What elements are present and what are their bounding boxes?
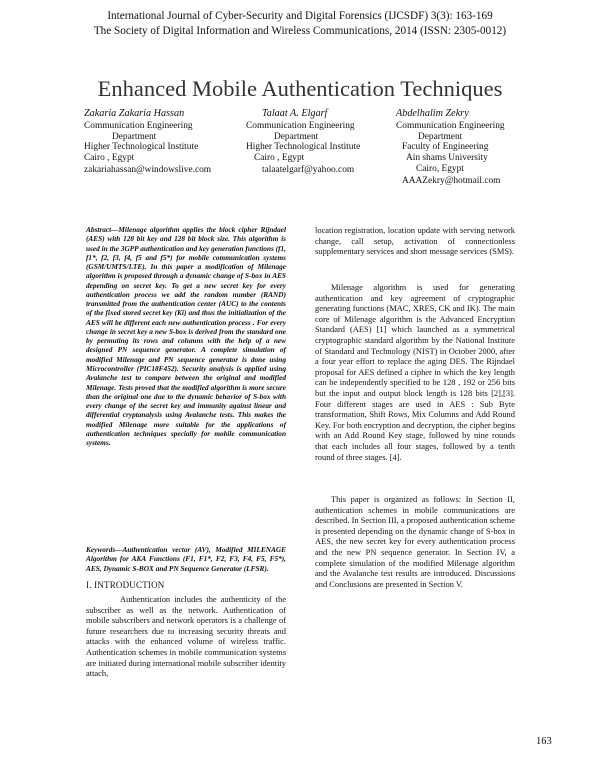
author-email: AAAZekry@hotmail.com: [402, 175, 501, 186]
author-institute: Higher Technological Institute: [246, 142, 361, 153]
author-city: Ain shams University: [406, 153, 488, 164]
journal-header-line1: International Journal of Cyber-Security and Digital Forensics (IJCSDF) 3(3): 163-169: [107, 10, 493, 22]
author-block-2: [246, 109, 416, 176]
author-name: Talaat A. Elgarf: [262, 108, 328, 119]
author-block-1: [84, 109, 254, 176]
author-dept-cont: Department: [418, 131, 463, 142]
author-dept: Communication Engineering: [396, 120, 505, 131]
author-name: Abdelhalim Zekry: [396, 108, 469, 119]
author-city: Cairo , Egypt: [254, 153, 305, 164]
author-dept-cont: Department: [112, 131, 157, 142]
author-email: talaatelgarf@yahoo.com: [262, 164, 355, 175]
keywords: Keywords—Authentication vector (AV), Modified MILENAGE Algorithm for AKA Functions (F1, F1*, F2, F3, F4, F5, F5*), AES, Dynamic S-BOX and PN Sequence Generator (LFSR).: [86, 545, 286, 573]
introduction-paragraph: Authentication includes the authenticity of the subscriber as well as the network. Authentication of mobile subscribers and network operators is a challenge of future researchers due to increasing security threats and attacks with the enhanced volume of wireless traffic. Authentication schemes in mobile communication systems are initiated during international mobile subscriber identity attach,: [86, 594, 286, 679]
right-column-paragraph-2: Milenage algorithm is used for generating authentication and key agreement of cryptographic generating functions (MAC, XRES, CK and IK). The main core of Milenage algorithm is the Advanced Encryption Standard (AES) [1] which launched as a symmetrical cryptographic standard algorithm by the National Institute of Standard and Technology (NIST) in October 2000, after a four year effort to replace the aging DES. The Rijndael proposal for AES defined a cipher in which the key length can be independently specified to be 128 , 192 or 256 bits but the input and output block length is 128 bits [2],[3]. Four different stages are used in AES : Sub Byte transformation, Shift Rows, Mix Columns and Add Round Key. For both encryption and decryption, the cipher begins with an Add Round Key stage, followed by nine rounds that each includes all four stages, followed by a tenth round of three stages. [4].: [315, 282, 515, 462]
right-column-paragraph-3: This paper is organized as follows: In Section II, authentication schemes in mobile communications are described. In Section III, a proposed authentication scheme is presented depending on the dynamic change of S-box in AES, the new secret key for every authentication process and the new PN sequence generator. In Section IV, a complete simulation of the modified Milenage algorithm and the Avalanche test results are introduced. Discussions and Conclusions are presented in Section V.: [315, 494, 515, 589]
author-city-2: Cairo, Egypt: [416, 163, 464, 174]
author-block-3: [396, 109, 566, 187]
author-dept: Communication Engineering: [246, 120, 355, 131]
author-dept-cont: Department: [274, 131, 319, 142]
journal-header-line2: The Society of Digital Information and Wireless Communications, 2014 (ISSN: 2305-0012): [93, 25, 507, 37]
author-city: Cairo , Egypt: [84, 153, 135, 164]
author-name: Zakaria Zakaria Hassan: [84, 108, 185, 119]
abstract: Abstract—Milenage algorithm applies the block cipher Rijndael (AES) with 128 bit key and 128 bit block size. This algorithm is used in the 3GPP authentication and key generation functions (f1, f1*, f2, f3, f4, f5 and f5*) for mobile communication systems (GSM/UMTS/LTE). In this paper a modification of Milenage algorithm is proposed through a dynamic change of S-box in AES depending on secret key. To get a new secret key for every authentication process we add the random number (RAND) transmitted from the authentication center (AUC) to the contents of the fixed stored secret key (Ki) and thus the initialization of the AES will be different each new authentication process . For every change in secret key a new S-box is derived from the standard one by permuting its rows and columns with the help of a new designed PN sequence generator. A complete simulation of modified Milenage and PN sequence generator is done using Microcontroller (PIC18F452). Security analysis is applied using Avalanche test to compare between the original and modified Milenage. Tests proved that the modified algorithm is more secure than the original one due to the dynamic behavior of S-box with every change of the secret key and immunity against linear and differential cryptanalysis using Avalanche tests. This makes the modified Milenage more suitable for the applications of authentication techniques specially for mobile communication systems.: [86, 225, 286, 448]
author-dept: Communication Engineering: [84, 120, 193, 131]
paper-title: Enhanced Mobile Authentication Techniques: [97, 76, 503, 101]
author-email: zakariahassan@windowslive.com: [84, 164, 212, 175]
author-institute: Higher Technological Institute: [84, 142, 199, 153]
page-number: 163: [536, 736, 552, 747]
right-column-paragraph-1: location registration, location update with serving network change, call setup, activation of connectionless supplementary services and short message services (SMS).: [315, 225, 515, 257]
author-institute: Faculty of Engineering: [402, 142, 489, 153]
section-heading-introduction: I. INTRODUCTION: [86, 580, 165, 590]
